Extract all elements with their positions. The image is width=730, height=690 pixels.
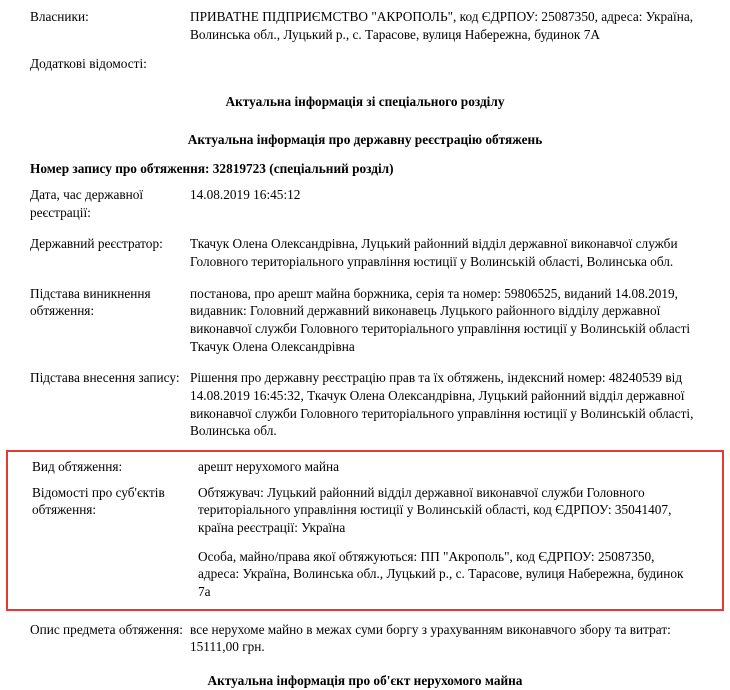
owners-value: ПРИВАТНЕ ПІДПРИЄМСТВО "АКРОПОЛЬ", код ЄДРПОУ: 25087350, адреса: Україна, Волинська обл., Луцький р., с. Тарасове, вулиця Набережна, будинок 7А bbox=[190, 9, 694, 42]
encumbrance-basis-row bbox=[0, 285, 730, 356]
spacer-after-record-number bbox=[0, 178, 730, 186]
heading-registration: Актуальна інформація про державну реєстрацію обтяжень bbox=[187, 131, 543, 147]
registrar-value: Ткачук Олена Олександрівна, Луцький районний відділ державної виконавчої служби Головного територіального управління юстиції у Волинській області, Волинська обл. bbox=[190, 236, 678, 270]
heading-special-section: Актуальна інформація зі спеціального розділу bbox=[225, 94, 505, 110]
encumbrance-basis-value: постанова, про арешт майна боржника, серія та номер: 59806525, виданий 14.08.2019, видавник: Головний державний виконавець Луцького районного відділу державної виконавчої служби Головного територіального управління юстиції у Волинській області Ткачук Олена Олександрівна bbox=[190, 285, 691, 354]
owners-row bbox=[0, 8, 730, 43]
spacer-1 bbox=[0, 221, 730, 235]
encumbrance-subjects-label: Відомості про суб'єктів обтяження: bbox=[32, 484, 165, 518]
registrar-row bbox=[0, 235, 730, 270]
encumbrance-type-value: арешт нерухомого майна bbox=[198, 459, 340, 475]
spacer-before-last-heading bbox=[0, 656, 730, 672]
encumbered-person-text: Особа, майно/права якої обтяжуються: ПП "Акрополь", код ЄДРПОУ: 25087350, адреса: Україна, Волинська обл., Луцький р., с. Тарасове, вулиця Набережна, будинок 7а bbox=[198, 548, 684, 600]
encumbrance-holder-text: Обтяжувач: Луцький районний відділ державної виконавчої служби Головного територіального управління юстиції у Волинській області, код ЄДРПОУ: 35041407, країна реєстрації: Україна bbox=[198, 484, 672, 536]
additional-info-row bbox=[0, 55, 730, 73]
record-basis-row bbox=[0, 369, 730, 440]
spacer-3 bbox=[0, 355, 730, 369]
spacer-before-record-number bbox=[0, 148, 730, 160]
encumbrance-subjects-value bbox=[198, 484, 722, 601]
record-basis-label: Підстава внесення запису: bbox=[30, 370, 180, 386]
top-spacer bbox=[0, 0, 730, 8]
spacer-inside-highlight bbox=[8, 476, 722, 484]
record-basis-value: Рішення про державну реєстрацію прав та їх обтяжень, індексний номер: 48240539 від 14.08.2019 16:45:32, Ткачук Олена Олександрівна, Луцький районний відділ державної виконавчої служби Головного територіального управління юстиції у Волинській області, Волинська обл. bbox=[190, 370, 694, 439]
spacer-before-heading-2 bbox=[0, 111, 730, 131]
subject-description-row bbox=[0, 621, 730, 656]
subject-description-value: все нерухоме майно в межах суми боргу з урахуванням виконавчого збору та витрат: 15111,00 грн. bbox=[190, 621, 671, 655]
subject-description-label: Опис предмета обтяження: bbox=[30, 621, 183, 637]
registration-date-value: 14.08.2019 16:45:12 bbox=[190, 187, 301, 203]
heading-object-info: Актуальна інформація про об'єкт нерухомого майна bbox=[207, 673, 523, 689]
encumbrance-type-row bbox=[8, 458, 722, 476]
spacer-after-owners bbox=[0, 43, 730, 55]
spacer-before-heading-1 bbox=[0, 73, 730, 93]
encumbrance-basis-label: Підстава виникнення обтяження: bbox=[30, 285, 151, 319]
spacer-2 bbox=[0, 271, 730, 285]
additional-info-label: Додаткові відомості: bbox=[30, 56, 147, 72]
encumbrance-subjects-row bbox=[8, 484, 722, 601]
spacer-before-highlight bbox=[0, 440, 730, 446]
registration-date-row bbox=[0, 186, 730, 221]
registrar-label: Державний реєстратор: bbox=[30, 236, 163, 252]
registration-date-label: Дата, час державної реєстрації: bbox=[30, 187, 144, 220]
highlighted-encumbrance-block bbox=[6, 450, 724, 611]
encumbrance-type-label: Вид обтяження: bbox=[32, 459, 123, 475]
owners-label: Власники: bbox=[30, 9, 89, 24]
record-number: Номер запису про обтяження: 32819723 (спеціальний розділ) bbox=[30, 161, 394, 177]
